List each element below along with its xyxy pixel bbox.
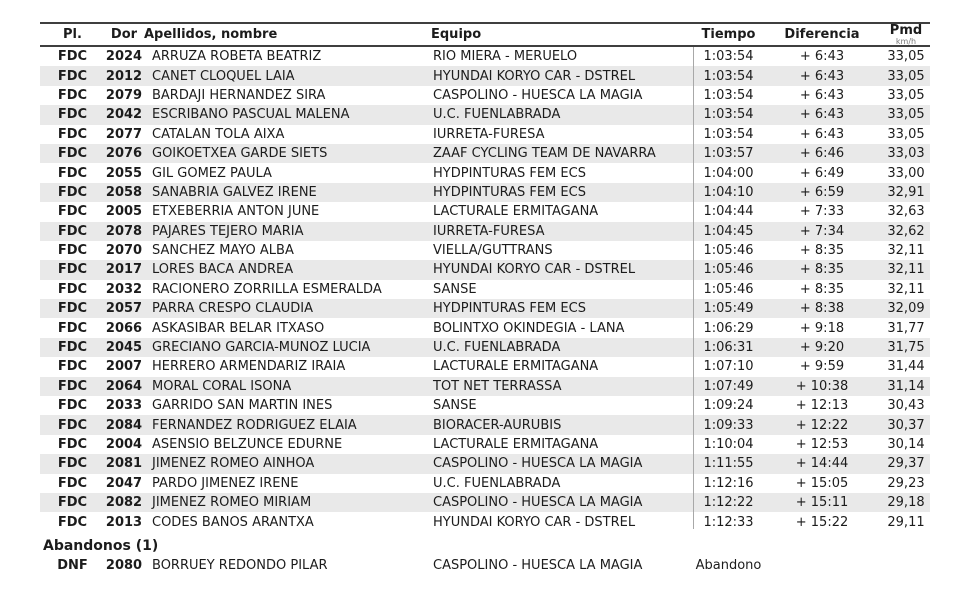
row-bib: 2004 [105,437,143,452]
row-rider-name: JIMENEZ ROMEO MIRIAM [152,495,312,511]
row-time: 1:09:33 [703,417,754,433]
row-gap: + 14:44 [795,456,849,472]
header-place: Pl. [63,27,82,42]
row-speed: 32,11 [887,262,925,278]
row-team: ZAAF CYCLING TEAM DE NAVARRA [433,146,656,162]
row-speed: 31,77 [887,320,925,336]
row-time: 1:05:46 [703,262,754,278]
row-team: HYUNDAI KORYO CAR - DSTREL [433,514,636,530]
row-rider-name: SANABRIA GALVEZ IRENE [152,184,317,200]
row-bib: 2012 [105,68,143,84]
table-row [40,318,930,337]
row-team: BIORACER-AURUBIS [433,417,562,433]
row-time: 1:06:29 [703,320,754,336]
row-bib: 2042 [105,107,143,123]
header-time: Tiempo [701,27,756,42]
row-gap: + 6:59 [799,184,845,200]
row-speed: 29,37 [887,456,925,472]
row-rider-name: ASENSIO BELZUNCE EDURNE [152,437,343,452]
row-place: FDC [57,475,88,491]
row-bib: 2076 [105,146,143,162]
row-bib: 2047 [105,475,143,491]
table-row [40,396,930,415]
row-time: 1:05:46 [703,281,754,297]
row-place: FDC [57,514,88,530]
row-bib: 2064 [105,378,143,394]
row-place: FDC [57,165,88,181]
table-row [40,86,930,105]
row-bib: 2055 [105,165,143,181]
row-gap: + 9:18 [799,320,845,336]
row-time: 1:03:54 [703,87,754,103]
row-speed: 32,63 [887,204,925,220]
table-body [40,47,930,532]
row-team: IURRETA-FURESA [433,223,545,239]
row-time: 1:03:54 [703,126,754,142]
table-row [40,260,930,279]
row-rider-name: PARDO JIMENEZ IRENE [152,475,299,491]
row-gap: + 12:22 [795,417,849,433]
row-rider-name: PARRA CRESPO CLAUDIA [152,301,314,317]
row-team: HYUNDAI KORYO CAR - DSTREL [433,68,636,84]
row-time: 1:09:24 [703,398,754,414]
row-bib: 2082 [105,495,143,511]
row-gap: + 8:35 [799,281,845,297]
header-team: Equipo [431,27,482,42]
table-row [40,357,930,376]
row-time: 1:04:10 [703,184,754,200]
row-rider-name: CATALAN TOLA AIXA [152,126,285,142]
row-team: CASPOLINO - HUESCA LA MAGIA [433,87,643,103]
row-team: LACTURALE ERMITAGAÑA [433,437,599,452]
table-row [40,105,930,124]
row-team: HYDPINTURAS FEM ECS [433,165,586,181]
row-time: 1:06:31 [703,340,754,356]
row-gap: + 6:43 [799,126,845,142]
row-gap: + 6:43 [799,49,845,65]
row-team: U.C. FUENLABRADA [433,340,561,356]
row-speed: 33,05 [887,87,925,103]
row-team: HYDPINTURAS FEM ECS [433,301,586,317]
row-rider-name: SANCHEZ MAYO ALBA [152,243,294,259]
table-row [40,47,930,66]
row-rider-name: LORES BACA ANDREA [152,262,294,278]
row-place: FDC [57,378,88,394]
row-speed: 33,00 [887,165,925,181]
time-column-separator [693,47,694,529]
row-place: FDC [57,223,88,239]
row-speed: 29,18 [887,495,925,511]
row-speed: 30,43 [887,398,925,414]
row-team: U.C. FUENLABRADA [433,107,561,123]
row-gap: + 12:53 [795,437,849,452]
row-rider-name: CODES BAÑOS ARANTXA [152,514,314,530]
table-row [40,474,930,493]
row-gap: + 15:22 [795,514,849,530]
row-gap: + 15:05 [795,475,849,491]
table-row [40,280,930,299]
row-team: CASPOLINO - HUESCA LA MAGIA [433,558,643,574]
row-bib: 2032 [105,281,143,297]
row-speed: 31,44 [887,359,925,375]
row-bib: 2013 [105,514,143,530]
row-place: FDC [57,417,88,433]
row-speed: 33,05 [887,68,925,84]
row-gap: + 6:43 [799,87,845,103]
row-bib: 2024 [105,49,143,65]
header-gap: Diferencia [784,27,860,42]
row-place: FDC [57,301,88,317]
row-gap: + 12:13 [795,398,849,414]
row-time: 1:10:04 [703,437,754,452]
row-rider-name: PAJARES TEJERO MARIA [152,223,304,239]
row-time: 1:12:16 [703,475,754,491]
row-gap: + 15:11 [795,495,849,511]
row-gap: + 7:34 [799,223,845,239]
row-rider-name: ETXEBERRIA ANTON JUNE [152,204,320,220]
row-gap: + 9:20 [799,340,845,356]
row-team: CASPOLINO - HUESCA LA MAGIA [433,456,643,472]
row-gap: + 8:38 [799,301,845,317]
row-rider-name: CANET CLOQUEL LAIA [152,68,295,84]
row-place: FDC [57,49,88,65]
row-place: FDC [57,262,88,278]
row-speed: 33,03 [887,146,925,162]
table-row [40,163,930,182]
table-row [40,299,930,318]
row-speed: 32,62 [887,223,925,239]
row-speed: 32,11 [887,281,925,297]
row-speed: 33,05 [887,49,925,65]
table-row [40,144,930,163]
row-team: TOT NET TERRASSA [433,378,562,394]
row-place: FDC [57,320,88,336]
row-speed: 32,91 [887,184,925,200]
row-speed: 33,05 [887,126,925,142]
row-place: FDC [57,146,88,162]
row-gap: + 8:35 [799,243,845,259]
row-time: 1:04:00 [703,165,754,181]
table-row [40,338,930,357]
table-row [40,435,930,454]
row-bib: 2017 [105,262,143,278]
row-place: FDC [57,281,88,297]
row-place: FDC [57,495,88,511]
table-row [40,222,930,241]
row-gap: + 8:35 [799,262,845,278]
row-speed: 30,37 [887,417,925,433]
row-place: FDC [57,68,88,84]
row-rider-name: ARRUZA ROBETA BEATRIZ [152,49,322,65]
row-time: 1:03:54 [703,107,754,123]
header-avg-speed-unit: km/h [895,36,917,46]
row-rider-name: HERRERO ARMENDARIZ IRAIA [152,359,346,375]
row-gap: + 6:43 [799,107,845,123]
table-row [40,415,930,434]
row-place: FDC [57,398,88,414]
row-bib: 2081 [105,456,143,472]
row-place: FDC [57,107,88,123]
row-team: SANSE [433,398,477,414]
row-bib: 2058 [105,184,143,200]
row-time: 1:04:45 [703,223,754,239]
row-rider-name: GIL GOMEZ PAULA [152,165,272,181]
row-speed: 29,23 [887,475,925,491]
row-place: FDC [57,437,88,452]
row-rider-name: JIMENEZ ROMEO AINHOA [152,456,315,472]
table-row [40,183,930,202]
row-time: 1:05:46 [703,243,754,259]
row-bib: 2007 [105,359,143,375]
row-team: BOLINTXO OKINDEGIA - LANA [433,320,625,336]
row-team: HYDPINTURAS FEM ECS [433,184,586,200]
row-time: 1:03:57 [703,146,754,162]
row-team: IURRETA-FURESA [433,126,545,142]
row-rider-name: RACIONERO ZORRILLA ESMERALDA [152,281,382,297]
row-speed: 31,75 [887,340,925,356]
row-place: FDC [57,340,88,356]
row-gap: + 6:49 [799,165,845,181]
row-bib: 2033 [105,398,143,414]
row-place: FDC [57,87,88,103]
row-time: 1:07:49 [703,378,754,394]
row-team: U.C. FUENLABRADA [433,475,561,491]
row-bib: 2080 [105,558,143,574]
row-team: CASPOLINO - HUESCA LA MAGIA [433,495,643,511]
row-speed: 32,11 [887,243,925,259]
row-gap: + 6:43 [799,68,845,84]
row-bib: 2005 [105,204,143,220]
row-place: FDC [57,184,88,200]
row-time: 1:05:49 [703,301,754,317]
row-place: FDC [57,243,88,259]
row-rider-name: BARDAJI HERNANDEZ SIRA [152,87,326,103]
row-speed: 32,09 [887,301,925,317]
row-bib: 2079 [105,87,143,103]
table-row [40,125,930,144]
row-team: LACTURALE ERMITAGAÑA [433,359,599,375]
row-gap: + 7:33 [799,204,845,220]
abandons-section-title: Abandonos (1) [43,538,159,554]
row-time: 1:04:44 [703,204,754,220]
row-team: HYUNDAI KORYO CAR - DSTREL [433,262,636,278]
row-time: 1:03:54 [703,49,754,65]
row-bib: 2045 [105,340,143,356]
row-place: FDC [57,204,88,220]
row-speed: 29,11 [887,514,925,530]
header-rider-name: Apellidos, nombre [144,27,278,42]
row-rider-name: GARRIDO SAN MARTIN INES [152,398,333,414]
row-rider-name: BORRUEY REDONDO PILAR [152,558,328,574]
row-gap: + 10:38 [795,378,849,394]
row-status: Abandono [695,558,762,574]
row-place: FDC [57,126,88,142]
header-bib: Dor [110,27,138,42]
row-rider-name: ASKASIBAR BELAR ITXASO [152,320,325,336]
table-row [40,66,930,85]
row-time: 1:07:10 [703,359,754,375]
abandon-row [40,556,930,575]
row-rider-name: FERNANDEZ RODRIGUEZ ELAIA [152,417,357,433]
table-row [40,512,930,531]
row-rider-name: MORAL CORAL ISONA [152,378,292,394]
table-row [40,377,930,396]
row-gap: + 9:59 [799,359,845,375]
row-bib: 2078 [105,223,143,239]
table-row [40,454,930,473]
row-place: FDC [57,359,88,375]
row-bib: 2070 [105,243,143,259]
row-team: VIELLA/GUTTRANS [433,243,553,259]
row-bib: 2084 [105,417,143,433]
table-row [40,241,930,260]
table-header [40,22,930,47]
header-avg-speed [882,24,930,46]
row-team: LACTURALE ERMITAGAÑA [433,204,599,220]
row-time: 1:12:33 [703,514,754,530]
row-gap: + 6:46 [799,146,845,162]
row-time: 1:03:54 [703,68,754,84]
row-rider-name: GRECIANO GARCIA-MUÑOZ LUCIA [152,340,371,356]
row-rider-name: ESCRIBANO PASCUAL MALENA [152,107,350,123]
row-bib: 2077 [105,126,143,142]
row-rider-name: GOIKOETXEA GARDE SIETS [152,146,328,162]
row-team: SANSE [433,281,477,297]
row-speed: 33,05 [887,107,925,123]
row-speed: 30,14 [887,437,925,452]
table-row [40,493,930,512]
table-row [40,202,930,221]
header-avg-speed-label: Pmd [889,23,923,38]
row-time: 1:11:55 [703,456,754,472]
row-speed: 31,14 [887,378,925,394]
row-place: FDC [57,456,88,472]
row-bib: 2066 [105,320,143,336]
row-place: DNF [57,558,88,574]
row-bib: 2057 [105,301,143,317]
row-team: RIO MIERA - MERUELO [433,49,578,65]
row-time: 1:12:22 [703,495,754,511]
